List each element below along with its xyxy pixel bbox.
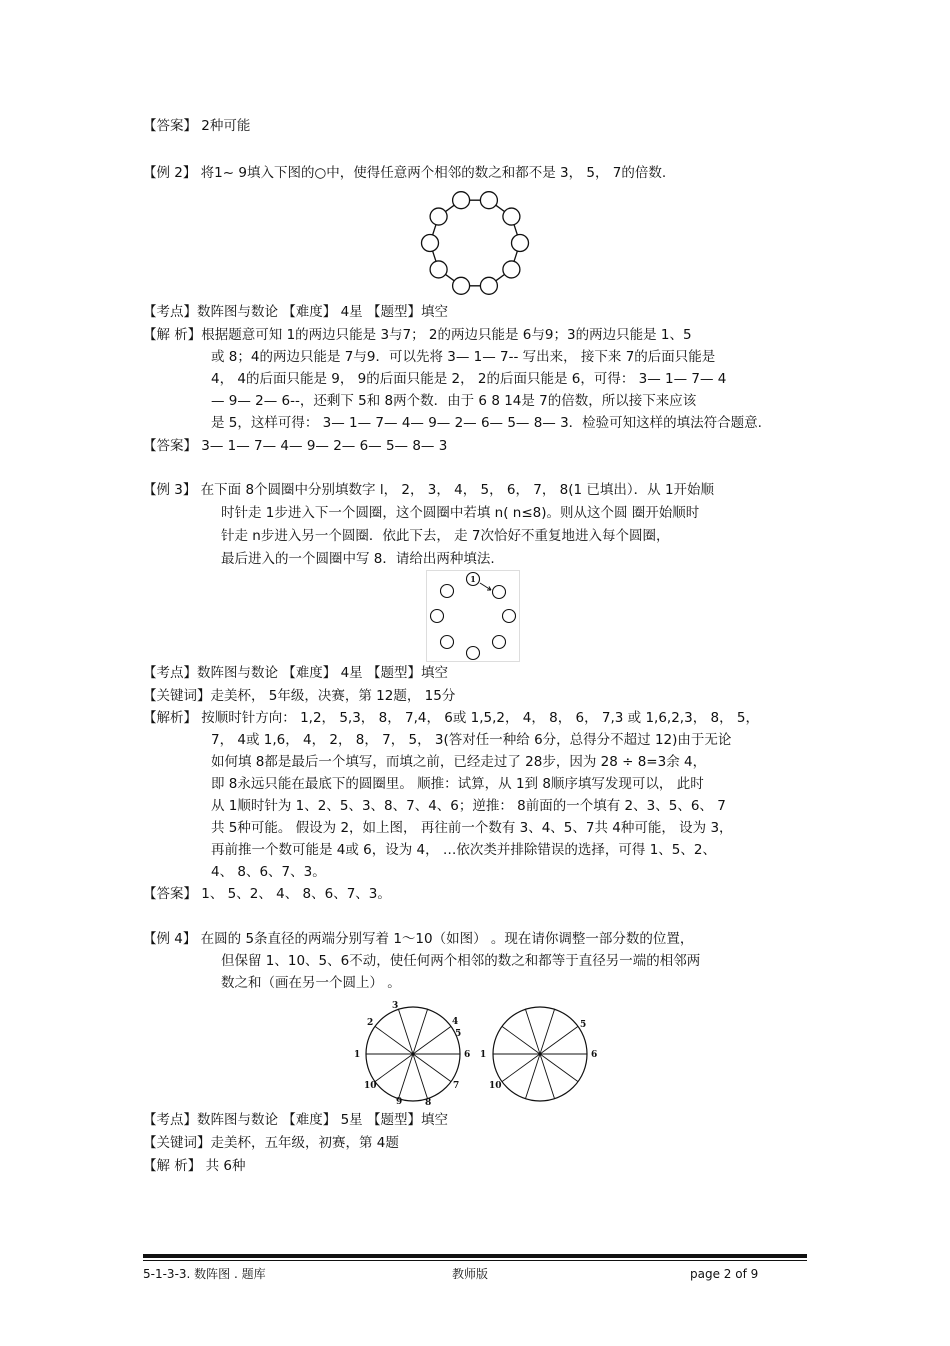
node-label: 3 <box>392 1001 399 1011</box>
analysis-line: 即 8永远只能在最底下的圆圈里。 顺推：试算，从 1到 8顺序填写发现可以， 此时 <box>211 776 704 792</box>
analysis-line: 4， 4的后面只能是 9， 9的后面只能是 2， 2的后面只能是 6，可得： 3— 1— 7— 4 <box>211 371 727 387</box>
node-label: 5 <box>580 1020 587 1030</box>
analysis-line: 4、 8、6、7、3。 <box>211 864 326 880</box>
footer-center: 教师版 <box>452 1267 489 1281</box>
node-label: 9 <box>396 1097 403 1107</box>
radius-line <box>525 1009 540 1054</box>
analysis-line: 7， 4或 1,6， 4， 2， 8， 7， 5， 3(答对任一种给 6分，总得分不超过 12)由于无论 <box>211 732 732 748</box>
radius-line <box>375 1026 413 1054</box>
example-3-line: 时针走 1步进入下一个圆圈，这个圆圈中若填 n( n≤8)。则从这个圆 圈开始顺时 <box>221 505 700 521</box>
example-3-title: 【例 3】 在下面 8个圆圈中分别填数字 l， 2， 3， 4， 5， 6， 7， 8(1 已填出）．从 1开始顺 <box>143 482 715 498</box>
radius-line <box>413 1026 451 1054</box>
radius-line <box>413 1009 428 1054</box>
analysis-line: 再前推一个数可能是 4或 6，设为 4， …依次类并排除错误的选择，可得 1、5、2、 <box>211 842 716 858</box>
example-3-line: 针走 n步进入另一个圆圈．依此下去， 走 7次恰好不重复地进入每个圆圈， <box>221 528 670 544</box>
node-label: 4 <box>452 1017 459 1027</box>
radius-line <box>398 1009 413 1054</box>
analysis-line: 从 1顺时针为 1、2、5、3、8、7、4、6；逆推： 8前面的一个填有 2、3、5、6、 7 <box>211 798 726 814</box>
ring-circle <box>430 208 447 225</box>
node-label: 10 <box>489 1081 502 1091</box>
ring-circle <box>453 277 470 294</box>
example-3-line: 最后进入的一个圆圈中写 8．请给出两种填法. <box>221 551 495 567</box>
radius-line <box>525 1054 540 1099</box>
circle-label: 1 <box>470 574 476 584</box>
node-label: 1 <box>480 1050 487 1060</box>
analysis-line: 【解 析】根据题意可知 1的两边只能是 3与7； 2的两边只能是 6与9；3的两边只能是 1、5 <box>143 327 692 343</box>
radius-line <box>502 1026 540 1054</box>
analysis-line: 【解 析】 共 6种 <box>143 1158 246 1174</box>
analysis-line: 如何填 8都是最后一个填写，而填之前，已经走过了 28步，因为 28 ÷ 8=3余 4， <box>211 754 707 770</box>
ring-circle <box>422 235 439 252</box>
node-label: 5 <box>455 1029 462 1039</box>
meta-line-1: 【考点】数阵图与数论 【难度】 4星 【题型】填空 <box>143 304 448 320</box>
radius-line <box>540 1054 555 1099</box>
analysis-line: 或 8；4的两边只能是 7与9．可以先将 3— 1— 7-- 写出来， 接下来 7的后面只能是 <box>211 349 716 365</box>
footer-rule <box>143 1260 807 1261</box>
node-label: 1 <box>354 1050 361 1060</box>
ring-circle <box>430 261 447 278</box>
circle-slot <box>431 610 444 623</box>
node-label: 7 <box>453 1081 460 1091</box>
answer-line: 【答案】 3— 1— 7— 4— 9— 2— 6— 5— 8— 3 <box>143 438 448 454</box>
analysis-line: 共 5种可能。 假设为 2，如上图， 再往前一个数有 3、4、5、7共 4种可能， 设为 3， <box>211 820 733 836</box>
example-2-title: 【例 2】 将1~ 9填入下图的○中，使得任意两个相邻的数之和都不是 3， 5， 7的倍数. <box>143 165 667 181</box>
example-4-line: 但保留 1、10、5、6不动，使任何两个相邻的数之和都等于直径另一端的相邻两 <box>221 953 701 969</box>
ring-circle <box>512 235 529 252</box>
circle-slot <box>441 585 454 598</box>
ring-circle <box>480 277 497 294</box>
analysis-line: 是 5，这样可得： 3— 1— 7— 4— 9— 2— 6— 5— 8— 3．检验可知这样的填法符合题意. <box>211 415 762 431</box>
ring-circle <box>503 208 520 225</box>
ring-circle <box>503 261 520 278</box>
radius-line <box>540 1054 578 1082</box>
diameter-circles-diagram <box>352 996 602 1108</box>
radius-line <box>398 1054 413 1099</box>
circle-slot <box>493 586 506 599</box>
circle-slot <box>441 636 454 649</box>
example-4-title: 【例 4】 在圆的 5条直径的两端分别写着 1～10（如图） 。现在请你调整一部分数的位置， <box>143 931 694 947</box>
meta-line-3: 【考点】数阵图与数论 【难度】 5星 【题型】填空 <box>143 1112 448 1128</box>
node-label: 10 <box>364 1081 377 1091</box>
ring-circle <box>453 192 470 209</box>
answer-line: 【答案】 2种可能 <box>143 118 251 134</box>
footer-page: page 2 of 9 <box>690 1267 759 1281</box>
radius-line <box>502 1054 540 1082</box>
circle-slot <box>467 647 480 660</box>
eight-circles-diagram <box>426 570 520 662</box>
analysis-line: — 9— 2— 6--，还剩下 5和 8两个数．由于 6 8 14是 7的倍数，所以接下来应该 <box>211 393 697 409</box>
analysis-line: 【解析】 按顺时针方向： 1,2， 5,3， 8， 7,4， 6或 1,5,2， 4， 8， 6， 7,3 或 1,6,2,3， 8， 5， <box>143 710 759 726</box>
example-4-line: 数之和（画在另一个圆上） 。 <box>221 975 401 991</box>
keywords-line: 【关键词】走美杯， 5年级，决赛，第 12题， 15分 <box>143 688 456 704</box>
ring-circle <box>480 192 497 209</box>
circle-slot <box>503 610 516 623</box>
radius-line <box>540 1009 555 1054</box>
meta-line-2: 【考点】数阵图与数论 【难度】 4星 【题型】填空 <box>143 665 448 681</box>
node-label: 8 <box>425 1098 432 1108</box>
keywords-line: 【关键词】走美杯，五年级，初赛，第 4题 <box>143 1135 399 1151</box>
footer-rule <box>143 1254 807 1258</box>
answer-line: 【答案】 1、 5、2、 4、 8、6、7、3。 <box>143 886 391 902</box>
radius-line <box>413 1054 451 1082</box>
radius-line <box>413 1054 428 1099</box>
radius-line <box>375 1054 413 1082</box>
radius-line <box>540 1026 578 1054</box>
circle-slot <box>493 636 506 649</box>
footer-left: 5-1-3-3. 数阵图 . 题库 <box>143 1267 266 1281</box>
node-label: 2 <box>367 1018 374 1028</box>
node-label: 6 <box>464 1050 471 1060</box>
node-label: 6 <box>591 1050 598 1060</box>
ring-of-circles-diagram <box>412 186 538 300</box>
